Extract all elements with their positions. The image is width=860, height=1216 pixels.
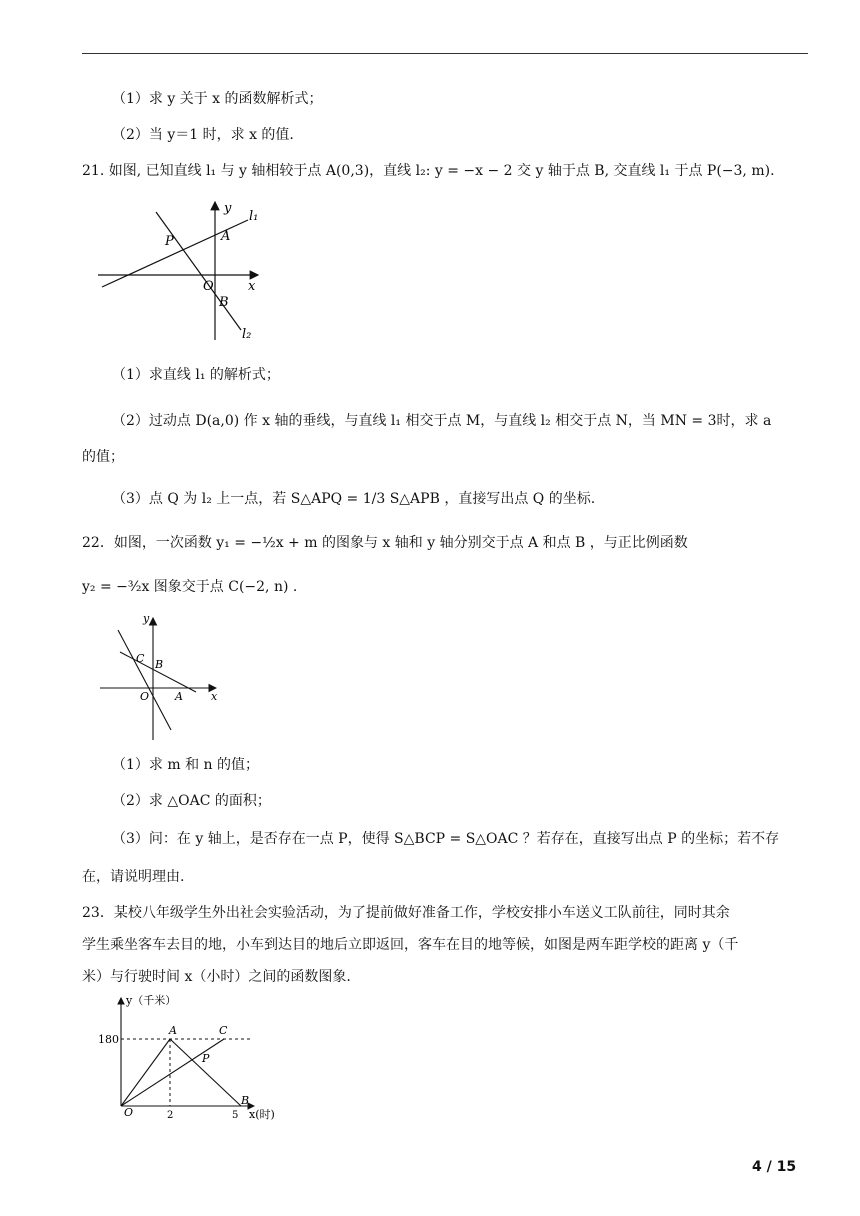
q23-figure	[96, 992, 296, 1128]
q23-stem-b: 学生乘坐客车去目的地，小车到达目的地后立即返回，客车在目的地等候，如图是两车距学校的距离 y（千	[82, 937, 739, 953]
q22-A-label: A	[175, 690, 183, 703]
q23-stem-a: 23．某校八年级学生外出社会实验活动，为了提前做好准备工作，学校安排小车送义工队前往，同时其余	[82, 905, 730, 921]
q21-x-label: x	[248, 279, 256, 294]
q22-stem-a: 22．如图，一次函数 y₁ = −½x + m 的图象与 x 轴和 y 轴分别交于点 A 和点 B ，与正比例函数	[82, 535, 688, 551]
q23-180-label: 180	[98, 1033, 119, 1046]
q22-y-label: y	[143, 612, 150, 625]
q20-part1: （1）求 y 关于 x 的函数解析式；	[112, 91, 323, 107]
q22-part3a: （3）问：在 y 轴上，是否存在一点 P，使得 S△BCP = S△OAC ？若存在，直接写出点 P 的坐标；若不存	[112, 831, 780, 847]
q21-part3: （3）点 Q 为 l₂ 上一点，若 S△APQ = 1/3 S△APB ，直接写出点 Q 的坐标.	[112, 491, 596, 507]
q23-B-label: B	[241, 1094, 250, 1107]
q21-l2-label: l₂	[242, 327, 252, 342]
q21-stem: 21. 如图, 已知直线 l₁ 与 y 轴相较于点 A(0,3)，直线 l₂: y = −x − 2 交 y 轴于点 B, 交直线 l₁ 于点 P(−3, m).	[82, 163, 775, 179]
q22-O-label: O	[140, 690, 150, 703]
q23-tick-5: 5	[232, 1110, 239, 1121]
q21-y-label: y	[224, 201, 232, 216]
q21-l1-label: l₁	[249, 209, 259, 224]
q22-part3b: 在，请说明理由.	[82, 869, 185, 885]
q23-A-label: A	[169, 1024, 177, 1037]
q22-stem-b: y₂ = −³⁄₂x 图象交于点 C(−2, n) .	[82, 579, 298, 595]
q23-stem-c: 米）与行驶时间 x（小时）之间的函数图象.	[82, 969, 351, 985]
q21-B-label: B	[219, 295, 229, 310]
q22-B-label: B	[155, 658, 164, 671]
q23-tick-2: 2	[167, 1110, 174, 1121]
q21-figure	[98, 200, 268, 350]
q21-O-label: O	[203, 279, 214, 294]
q21-part2a: （2）过动点 D(a,0) 作 x 轴的垂线，与直线 l₁ 相交于点 M，与直线 l₂ 相交于点 N，当 MN = 3时，求 a	[112, 413, 772, 429]
q22-part2: （2）求 △OAC 的面积；	[112, 793, 271, 809]
q21-part2b: 的值；	[82, 449, 124, 465]
q21-part1: （1）求直线 l₁ 的解析式；	[112, 367, 280, 383]
q20-part2: （2）当 y＝1 时，求 x 的值.	[112, 127, 294, 143]
page-number: 4 / 15	[752, 1159, 797, 1175]
q21-P-label: P	[165, 234, 174, 249]
q22-C-label: C	[136, 652, 145, 665]
q23-y-label: y（千米）	[126, 994, 177, 1007]
q22-x-label: x	[211, 690, 218, 703]
q22-figure	[98, 612, 228, 744]
q22-part1: （1）求 m 和 n 的值；	[112, 757, 259, 773]
q23-x-label: x(时)	[249, 1108, 275, 1121]
q23-O-label: O	[124, 1106, 134, 1119]
header-rule	[82, 53, 808, 54]
q23-P-label: P	[202, 1052, 210, 1065]
q23-C-label: C	[219, 1024, 228, 1037]
q21-A-label: A	[221, 229, 231, 244]
